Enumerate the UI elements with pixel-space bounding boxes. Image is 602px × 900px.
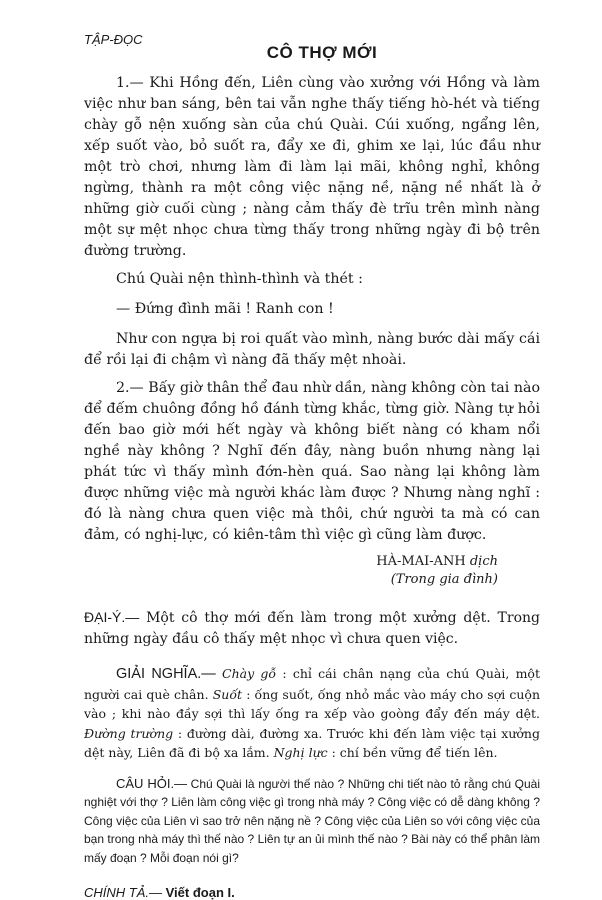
glossary-term: Nghị lực [273, 745, 328, 760]
questions-label: CÂU HỎI.— [116, 775, 188, 791]
story-paragraph-2: Chú Quài nện thình-thình và thét : [116, 271, 363, 287]
dictation-value: Viết đoạn I. [165, 885, 235, 900]
questions-text: Chú Quài là người thế nào ? Những chi tiết nào tỏ rằng chú Quài nghiệt với thợ ? Liên làm công việc gì trong nhà máy ? Công việc có dễ dàng không ? Công việc của Liên vì sao trở nên nặng nề ? Công việc của Liên so với công việc của bạn trong nhà máy thì thế nào ? Liên tự an ủi mình thế nào ? Bài này có thể phân làm mấy đoạn ? Mỗi đoạn nói gì? [84, 776, 540, 865]
glossary-label: GIẢI NGHĨA.— [116, 666, 216, 682]
glossary-section [84, 664, 540, 763]
lesson-title: CÔ THỢ MỚI [266, 43, 378, 62]
glossary-definition: : chỉ cái chân nạng của chú Quài, một người cai què chân. [84, 666, 540, 702]
story-paragraph-5: 2.— Bấy giờ thân thể đau nhừ dần, nàng không còn tai nào để đếm chuông đồng hồ đánh từng khắc, từng giờ. Nàng tự hỏi đến bao giờ mới hết ngày và không biết nàng có kham nổi nghề này không ? Nghĩ đến đây, nàng buồn nhưng nàng lại phát tức vì thấy mình đớn-hèn quá. Sao nàng lại không làm được những việc mà người khác làm được ? Nhưng nàng nghĩ : đó là nàng chưa quen việc mà thôi, chứ người ta mà có can đảm, có nghị-lực, có kiên-tâm thì việc gì cũng làm được. [84, 380, 540, 543]
glossary-definition: : chí bền vững để tiến lên. [331, 745, 498, 760]
summary-section [84, 607, 540, 650]
questions-section [84, 775, 540, 868]
dictation-label: CHÍNH TẢ.— [84, 885, 162, 900]
summary-text: Một cô thợ mới đến làm trong một xưởng dệt. Trong những ngày đầu cô thấy mệt nhọc vì chưa quen việc. [84, 610, 540, 647]
author-credit [84, 553, 508, 589]
glossary-definition: : ống suốt, ống nhỏ mắc vào máy cho sợi cuộn vào ; khi nào đầy sợi thì lấy ống ra xếp vào goòng đẩy đến máy dệt. [84, 686, 540, 721]
story-paragraph-4: Như con ngựa bị roi quất vào mình, nàng bước dài mấy cái để rồi lại đi chậm vì nàng đã thấy mệt nhoài. [84, 331, 540, 368]
glossary-term: Chày gỗ [222, 666, 277, 681]
section-label: TẬP-ĐỌC [84, 32, 143, 47]
story-paragraph-3: — Đứng đình mãi ! Ranh con ! [116, 301, 334, 317]
story-body [84, 73, 540, 546]
author-name: HÀ-MAI-ANH [376, 554, 466, 569]
story-paragraph-1: 1.— Khi Hồng đến, Liên cùng vào xưởng với Hồng và làm việc như ban sáng, bên tai vẫn nghe thấy tiếng hò-hét và tiếng chày gỗ nện xuống sàn của chú Quài. Cúi xuống, ngẩng lên, xếp suốt vào, bỏ suốt ra, đẩy xe đi, ghim xe lại, lúc đầu như một trò chơi, nhưng làm đi làm lại mãi, không nghỉ, không ngừng, thành ra một công việc nặng nề, nặng nề nhất là ở những giờ cuối cùng ; nàng cảm thấy đè trĩu trên mình nàng một sự mệt nhọc chưa từng thấy trong những ngày đi bộ trên đường trường. [84, 75, 540, 259]
source-title: (Trong gia đình) [390, 572, 498, 587]
glossary-definition: : đường dài, đường xa. Trước khi đến làm việc tại xưởng dệt này, Liên đã đi bộ xa lắm. [84, 725, 540, 760]
dictation-section [84, 885, 540, 900]
author-role: dịch [469, 554, 498, 569]
summary-label: ĐẠI-Ý.— [84, 609, 140, 625]
glossary-term: Suốt [212, 686, 243, 702]
glossary-term: Đường trường [84, 725, 174, 741]
